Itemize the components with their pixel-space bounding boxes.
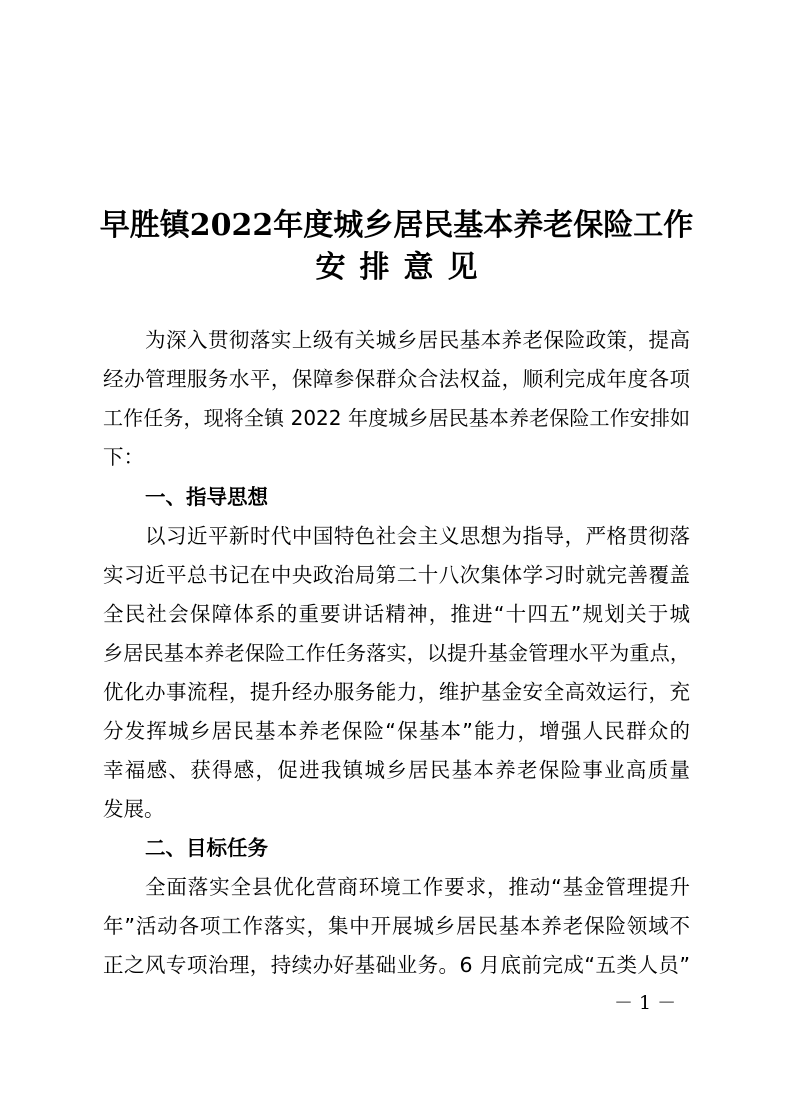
section2-line-3: 正之风专项治理，持续办好基础业务。6 月底前完成“五类人员” — [103, 953, 690, 977]
section1-line-1: 以习近平新时代中国特色社会主义思想为指导，严格贯彻落 — [145, 524, 690, 548]
section1-line-2: 实习近平总书记在中央政治局第二十八次集体学习时就完善覆盖 — [103, 563, 690, 587]
section1-line-4: 乡居民基本养老保险工作任务落实，以提升基金管理水平为重点， — [103, 641, 690, 665]
section1-line-5: 优化办事流程，提升经办服务能力，维护基金安全高效运行，充 — [103, 680, 690, 704]
section1-line-8: 发展。 — [103, 797, 165, 821]
intro-line-2: 经办管理服务水平，保障参保群众合法权益，顺利完成年度各项 — [103, 367, 690, 391]
page-number: － 1 － — [614, 992, 677, 1014]
intro-line-3: 工作任务，现将全镇 2022 年度城乡居民基本养老保险工作安排如 — [103, 406, 690, 430]
section-heading-guiding-ideology: 一、指导思想 — [145, 485, 268, 509]
section1-line-7: 幸福感、获得感，促进我镇城乡居民基本养老保险事业高质量 — [103, 758, 690, 782]
section2-line-1: 全面落实全县优化营商环境工作要求，推动“基金管理提升 — [145, 875, 690, 899]
section1-line-3: 全民社会保障体系的重要讲话精神，推进“十四五”规划关于城 — [103, 602, 690, 626]
section-heading-goals-tasks: 二、目标任务 — [145, 836, 268, 860]
intro-line-4: 下： — [103, 445, 144, 469]
intro-line-1: 为深入贯彻落实上级有关城乡居民基本养老保险政策，提高 — [145, 328, 690, 352]
document-title-line-2: 安排意见 — [315, 250, 492, 285]
section2-line-2: 年”活动各项工作落实，集中开展城乡居民基本养老保险领域不 — [103, 914, 690, 938]
section1-line-6: 分发挥城乡居民基本养老保险“保基本”能力，增强人民群众的 — [103, 719, 690, 743]
document-title-line-1: 早胜镇2022年度城乡居民基本养老保险工作 — [99, 208, 694, 243]
